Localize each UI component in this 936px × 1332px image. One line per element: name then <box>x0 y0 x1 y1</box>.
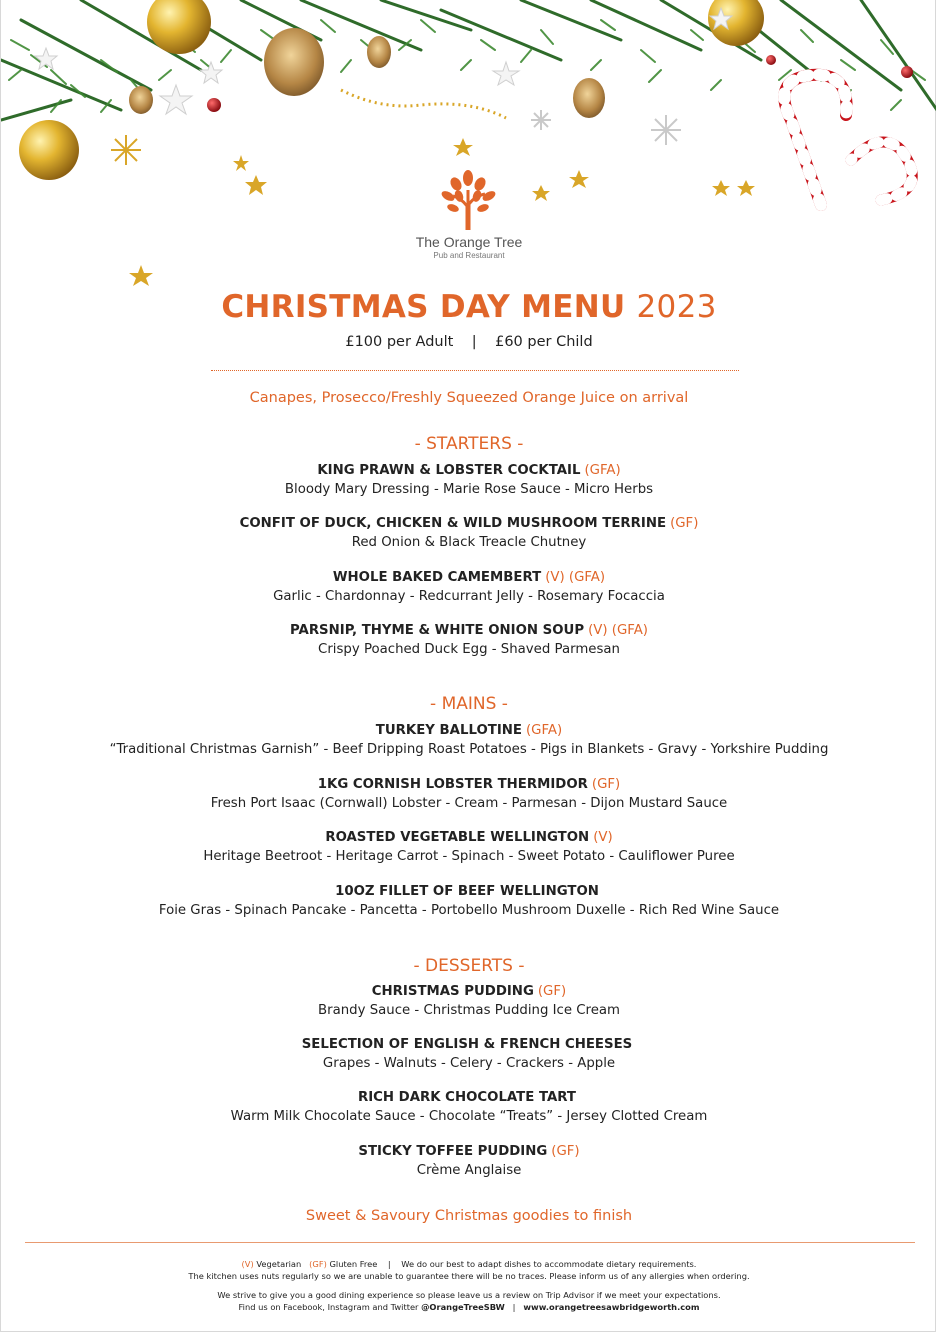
dish-name: 10OZ FILLET OF BEEF WELLINGTON <box>335 884 599 899</box>
dish-description: Heritage Beetroot - Heritage Carrot - Spinach - Sweet Potato - Cauliflower Puree <box>203 849 735 864</box>
dish-name: KING PRAWN & LOBSTER COCKTAIL (GFA) <box>317 463 621 478</box>
brand-subtitle: Pub and Restaurant <box>433 251 505 260</box>
footer-review-line: We strive to give you a good dining experience so please leave us a review on Trip Advisor if we meet your expectations. <box>217 1290 721 1300</box>
dish-name: RICH DARK CHOCOLATE TART <box>357 1090 576 1105</box>
website-link[interactable]: www.orangetreesawbridgeworth.com <box>523 1302 700 1312</box>
dish-name: CONFIT OF DUCK, CHICKEN & WILD MUSHROOM TERRINE (GF) <box>239 516 699 531</box>
social-handle: @OrangeTreeSBW <box>421 1302 505 1312</box>
price-adult: £100 per Adult <box>345 334 454 350</box>
gold-ornament <box>19 120 79 180</box>
snowflakes <box>111 110 681 165</box>
section-heading-starters: - STARTERS - <box>414 434 524 454</box>
dish-name: CHRISTMAS PUDDING (GF) <box>371 984 567 999</box>
price-separator: | <box>471 334 477 350</box>
footer-key-line: (V) Vegetarian (GF) Gluten Free | We do our best to adapt dishes to accommodate dietary requirements. <box>241 1259 697 1269</box>
dish-name: ROASTED VEGETABLE WELLINGTON (V) <box>325 830 613 845</box>
pinecone <box>573 78 605 118</box>
page-title <box>1 289 936 325</box>
footer-allergy-line: The kitchen uses nuts regularly so we are unable to guarantee there will be no traces. Please inform us of any allergies when ordering. <box>188 1271 750 1281</box>
dish-description: “Traditional Christmas Garnish” - Beef Dripping Roast Potatoes - Pigs in Blankets - Gravy - Yorkshire Pudding <box>109 742 829 757</box>
dietary-tag: (V) (GFA) <box>545 570 606 585</box>
dish-name: 1KG CORNISH LOBSTER THERMIDOR (GF) <box>317 777 621 792</box>
dish-description: Foie Gras - Spinach Pancake - Pancetta - Portobello Mushroom Duxelle - Rich Red Wine Sauce <box>158 903 780 918</box>
dish-name: WHOLE BAKED CAMEMBERT (V) (GFA) <box>332 570 606 585</box>
arrival-note: Canapes, Prosecco/Freshly Squeezed Orange Juice on arrival <box>249 390 689 406</box>
dish-name: STICKY TOFFEE PUDDING (GF) <box>358 1144 580 1159</box>
orange-tree-logo-icon <box>439 168 499 230</box>
dish-name: TURKEY BALLOTINE (GFA) <box>375 723 563 738</box>
pinecone <box>129 86 153 114</box>
pinecone <box>264 28 324 96</box>
dietary-tag: (GFA) <box>525 723 563 738</box>
dish-description: Fresh Port Isaac (Cornwall) Lobster - Cream - Parmesan - Dijon Mustard Sauce <box>210 796 728 811</box>
dietary-tag: (GF) <box>537 984 567 999</box>
dietary-tag: (GF) <box>551 1144 580 1159</box>
dish-name: SELECTION OF ENGLISH & FRENCH CHEESES <box>301 1037 633 1052</box>
dietary-tag: (GF) <box>591 777 621 792</box>
dish-description: Warm Milk Chocolate Sauce - Chocolate “Treats” - Jersey Clotted Cream <box>230 1109 708 1124</box>
title-text: CHRISTMAS DAY MENU <box>221 289 626 325</box>
dish-description: Crème Anglaise <box>416 1163 522 1178</box>
dish-description: Crispy Poached Duck Egg - Shaved Parmesan <box>318 642 620 657</box>
gold-ornament <box>147 0 211 54</box>
footer-social-line: Find us on Facebook, Instagram and Twitter @OrangeTreeSBW | www.orangetreesawbridgeworth.com <box>238 1302 700 1312</box>
dietary-tag: (GF) <box>670 516 699 531</box>
dish-description: Brandy Sauce - Christmas Pudding Ice Cream <box>318 1003 620 1018</box>
section-heading-mains: - MAINS - <box>430 694 508 714</box>
dish-description: Garlic - Chardonnay - Redcurrant Jelly - Rosemary Focaccia <box>273 589 665 604</box>
price-child: £60 per Child <box>495 334 593 350</box>
pinecone <box>367 36 391 68</box>
bead-strand <box>341 90 506 118</box>
title-year: 2023 <box>636 289 717 325</box>
dotted-divider <box>211 370 739 371</box>
section-heading-desserts: - DESSERTS - <box>413 956 525 976</box>
finish-note: Sweet & Savoury Christmas goodies to finish <box>305 1208 633 1224</box>
dish-description: Grapes - Walnuts - Celery - Crackers - Apple <box>322 1056 616 1071</box>
dish-name: PARSNIP, THYME & WHITE ONION SOUP (V) (GFA) <box>290 623 648 638</box>
dietary-tag: (V) <box>593 830 613 845</box>
red-berry <box>901 66 913 78</box>
dietary-tag: (GFA) <box>584 463 621 478</box>
dish-description: Bloody Mary Dressing - Marie Rose Sauce - Micro Herbs <box>284 482 654 497</box>
logo <box>399 168 539 260</box>
brand-name: The Orange Tree <box>415 234 523 250</box>
footer-divider <box>25 1242 915 1243</box>
price-line <box>1 334 936 350</box>
dietary-tag: (V) (GFA) <box>588 623 648 638</box>
red-berry <box>766 55 776 65</box>
dish-description: Red Onion & Black Treacle Chutney <box>351 535 587 550</box>
red-berry <box>207 98 221 112</box>
